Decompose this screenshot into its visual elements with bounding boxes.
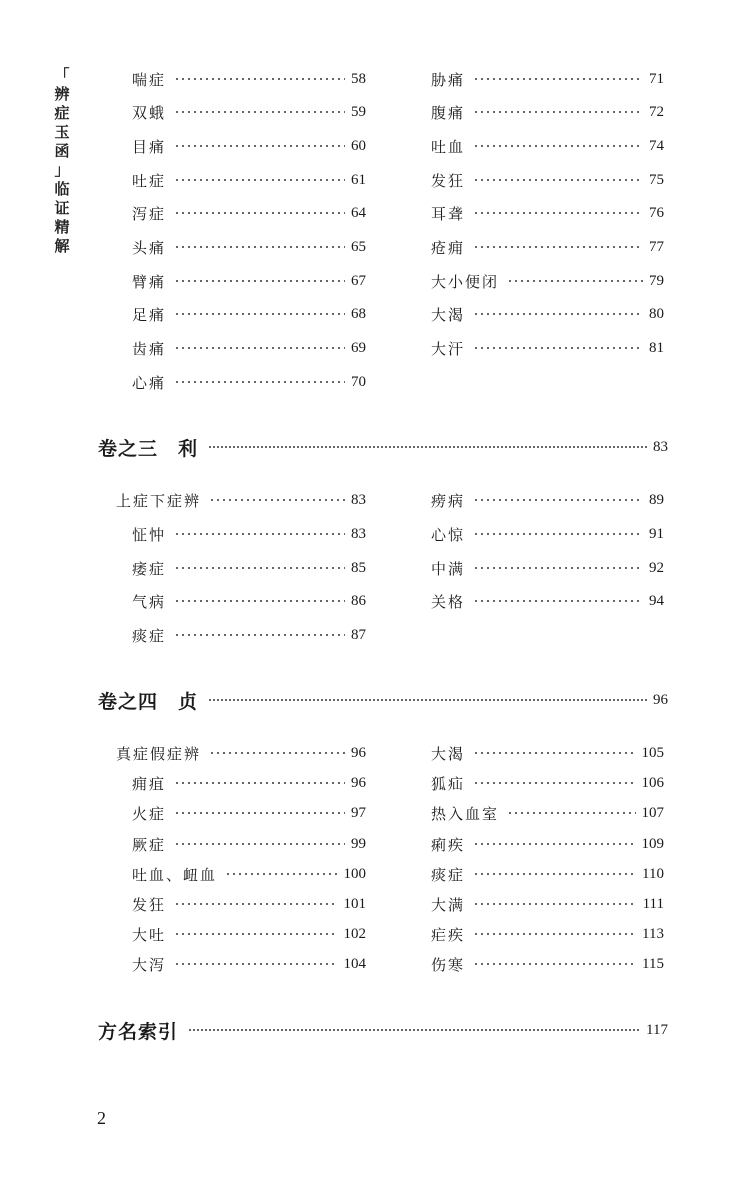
toc-entry-label: 胁痛 [431,70,466,89]
toc-entry[interactable] [431,589,664,613]
toc-entry[interactable] [132,623,366,647]
running-book-title: 「 辨 症 玉 函 」 临 证 精 解 [54,66,70,255]
toc-entry-page: 76 [649,204,664,221]
volume-heading-page: 83 [653,438,668,455]
index-heading[interactable] [98,1016,668,1044]
toc-entry-label: 气病 [132,592,167,611]
toc-entry[interactable] [132,302,366,326]
toc-entry[interactable] [431,269,664,293]
toc-entry[interactable] [431,952,664,976]
leader-dots [174,782,345,784]
toc-entry[interactable] [431,892,664,916]
toc-entry-label: 上症下症辨 [116,491,202,510]
toc-entry-label: 臂痛 [132,272,167,291]
toc-entry-page: 72 [649,103,664,120]
toc-entry[interactable] [132,832,366,856]
toc-entry[interactable] [431,100,664,124]
leader-dots [188,1029,640,1031]
toc-entry-page: 107 [641,804,664,821]
toc-entry-label: 大渴 [431,744,466,763]
leader-dots [174,533,345,535]
toc-entry-page: 110 [642,865,664,882]
toc-entry-label: 心惊 [431,525,466,544]
toc-entry[interactable] [431,556,664,580]
toc-entry-label: 心痛 [132,373,167,392]
volume-heading-4[interactable] [98,686,668,714]
toc-entry[interactable] [431,201,664,225]
leader-dots [507,280,643,282]
page-number: 2 [97,1108,106,1128]
toc-entry[interactable] [132,235,366,259]
leader-dots [473,145,643,147]
toc-entry-page: 96 [351,744,366,761]
toc-entry-page: 75 [649,171,664,188]
leader-dots [225,873,337,875]
index-heading-page: 117 [646,1021,668,1038]
toc-entry-label: 狐疝 [431,774,466,793]
toc-entry[interactable] [132,168,366,192]
toc-entry-label: 吐症 [132,171,167,190]
toc-entry[interactable] [132,922,366,946]
toc-entry[interactable] [431,168,664,192]
toc-entry-page: 60 [351,137,366,154]
volume-heading-page: 96 [653,691,668,708]
toc-entry-page: 83 [351,491,366,508]
toc-entry[interactable] [132,589,366,613]
toc-entry-label: 腹痛 [431,103,466,122]
toc-entry-page: 80 [649,305,664,322]
toc-entry-page: 68 [351,305,366,322]
toc-entry-page: 102 [343,925,366,942]
toc-entry[interactable] [116,741,366,765]
toc-entry-label: 痿症 [132,559,167,578]
leader-dots [208,699,647,701]
toc-entry-page: 79 [649,272,664,289]
leader-dots [174,843,345,845]
toc-entry-label: 大小便闭 [431,272,500,291]
toc-entry-page: 85 [351,559,366,576]
toc-entry[interactable] [132,556,366,580]
leader-dots [174,600,345,602]
leader-dots [473,533,643,535]
toc-entry-page: 69 [351,339,366,356]
leader-dots [174,381,345,383]
toc-entry[interactable] [132,269,366,293]
toc-entry-label: 火症 [132,804,167,823]
toc-entry[interactable] [116,488,366,512]
toc-entry[interactable] [132,67,366,91]
toc-entry-page: 86 [351,592,366,609]
toc-entry[interactable] [431,771,664,795]
toc-entry-label: 怔忡 [132,525,167,544]
toc-entry-label: 吐血、衄血 [132,865,218,884]
toc-entry-label: 伤寒 [431,955,466,974]
toc-entry[interactable] [132,892,366,916]
toc-entry-page: 70 [351,373,366,390]
toc-entry-label: 痰症 [132,626,167,645]
toc-entry-page: 92 [649,559,664,576]
toc-entry-page: 77 [649,238,664,255]
toc-entry-label: 喘症 [132,70,167,89]
toc-entry[interactable] [132,370,366,394]
leader-dots [473,873,636,875]
toc-entry[interactable] [431,832,664,856]
leader-dots [174,634,345,636]
toc-entry-label: 痢疾 [431,835,466,854]
toc-entry[interactable] [132,522,366,546]
toc-entry[interactable] [132,201,366,225]
toc-entry-label: 齿痛 [132,339,167,358]
leader-dots [473,933,636,935]
toc-entry-page: 67 [351,272,366,289]
leader-dots [174,280,345,282]
toc-entry[interactable] [431,801,664,825]
toc-entry-label: 真症假症辨 [116,744,202,763]
toc-entry[interactable] [132,952,366,976]
toc-entry-label: 发狂 [132,895,167,914]
leader-dots [209,499,345,501]
toc-entry-label: 大泻 [132,955,167,974]
toc-entry-label: 双蛾 [132,103,167,122]
leader-dots [473,600,643,602]
toc-entry-page: 61 [351,171,366,188]
toc-entry-page: 101 [343,895,366,912]
leader-dots [174,567,345,569]
toc-entry-page: 113 [642,925,664,942]
toc-entry-label: 目痛 [132,137,167,156]
volume-heading-label: 卷之四 贞 [98,690,199,713]
toc-entry-page: 81 [649,339,664,356]
toc-entry-page: 109 [641,835,664,852]
toc-entry-page: 64 [351,204,366,221]
toc-entry[interactable] [431,862,664,886]
toc-entry[interactable] [132,134,366,158]
toc-entry-label: 疮痈 [431,238,466,257]
toc-entry-page: 89 [649,491,664,508]
leader-dots [473,179,643,181]
toc-entry-page: 74 [649,137,664,154]
leader-dots [174,347,345,349]
leader-dots [473,567,643,569]
toc-entry[interactable] [132,100,366,124]
toc-entry-page: 96 [351,774,366,791]
leader-dots [473,499,643,501]
toc-entry[interactable] [132,771,366,795]
toc-entry-label: 痰症 [431,865,466,884]
leader-dots [473,903,637,905]
leader-dots [473,963,636,965]
toc-entry[interactable] [132,336,366,360]
toc-entry-label: 足痛 [132,305,167,324]
leader-dots [473,212,643,214]
toc-entry-page: 106 [641,774,664,791]
toc-entry-page: 94 [649,592,664,609]
toc-entry[interactable] [132,801,366,825]
leader-dots [174,903,337,905]
leader-dots [174,963,337,965]
toc-entry-page: 58 [351,70,366,87]
toc-entry[interactable] [431,235,664,259]
toc-entry-label: 中满 [431,559,466,578]
leader-dots [174,145,345,147]
leader-dots [209,752,345,754]
toc-entry[interactable] [431,302,664,326]
toc-entry-page: 97 [351,804,366,821]
leader-dots [473,782,635,784]
toc-entry-page: 59 [351,103,366,120]
toc-entry-page: 104 [343,955,366,972]
leader-dots [473,313,643,315]
toc-entry-label: 吐血 [431,137,466,156]
toc-entry-label: 大渴 [431,305,466,324]
toc-entry-page: 91 [649,525,664,542]
toc-entry-page: 87 [351,626,366,643]
toc-entry[interactable] [431,134,664,158]
toc-entry[interactable] [431,922,664,946]
toc-entry-label: 热入血室 [431,804,500,823]
leader-dots [473,111,643,113]
toc-entry-label: 厥症 [132,835,167,854]
volume-heading-label: 卷之三 利 [98,437,199,460]
toc-entry-page: 111 [642,895,664,912]
toc-entry-label: 痈疽 [132,774,167,793]
toc-entry-label: 痨病 [431,491,466,510]
leader-dots [174,78,345,80]
toc-entry-page: 71 [649,70,664,87]
toc-entry-label: 泻症 [132,204,167,223]
toc-entry-page: 115 [642,955,664,972]
leader-dots [174,313,345,315]
toc-entry-label: 耳聋 [431,204,466,223]
toc-entry[interactable] [132,862,366,886]
toc-entry[interactable] [431,67,664,91]
toc-entry-page: 83 [351,525,366,542]
toc-entry[interactable] [431,522,664,546]
leader-dots [174,179,345,181]
leader-dots [208,446,647,448]
toc-entry[interactable] [431,741,664,765]
index-heading-label: 方名索引 [98,1020,179,1043]
volume-heading-3[interactable] [98,433,668,461]
leader-dots [174,111,345,113]
leader-dots [473,843,635,845]
leader-dots [473,246,643,248]
toc-entry-label: 大吐 [132,925,167,944]
toc-entry-page: 65 [351,238,366,255]
leader-dots [174,246,345,248]
toc-entry-label: 发狂 [431,171,466,190]
toc-entry[interactable] [431,488,664,512]
toc-entry-page: 100 [343,865,366,882]
toc-entry[interactable] [431,336,664,360]
leader-dots [507,812,635,814]
leader-dots [174,812,345,814]
toc-entry-label: 大汗 [431,339,466,358]
leader-dots [174,933,337,935]
toc-entry-page: 99 [351,835,366,852]
leader-dots [473,347,643,349]
leader-dots [473,752,635,754]
toc-entry-label: 大满 [431,895,466,914]
toc-entry-label: 疟疾 [431,925,466,944]
leader-dots [174,212,345,214]
toc-entry-label: 关格 [431,592,466,611]
toc-entry-label: 头痛 [132,238,167,257]
toc-entry-page: 105 [641,744,664,761]
leader-dots [473,78,643,80]
